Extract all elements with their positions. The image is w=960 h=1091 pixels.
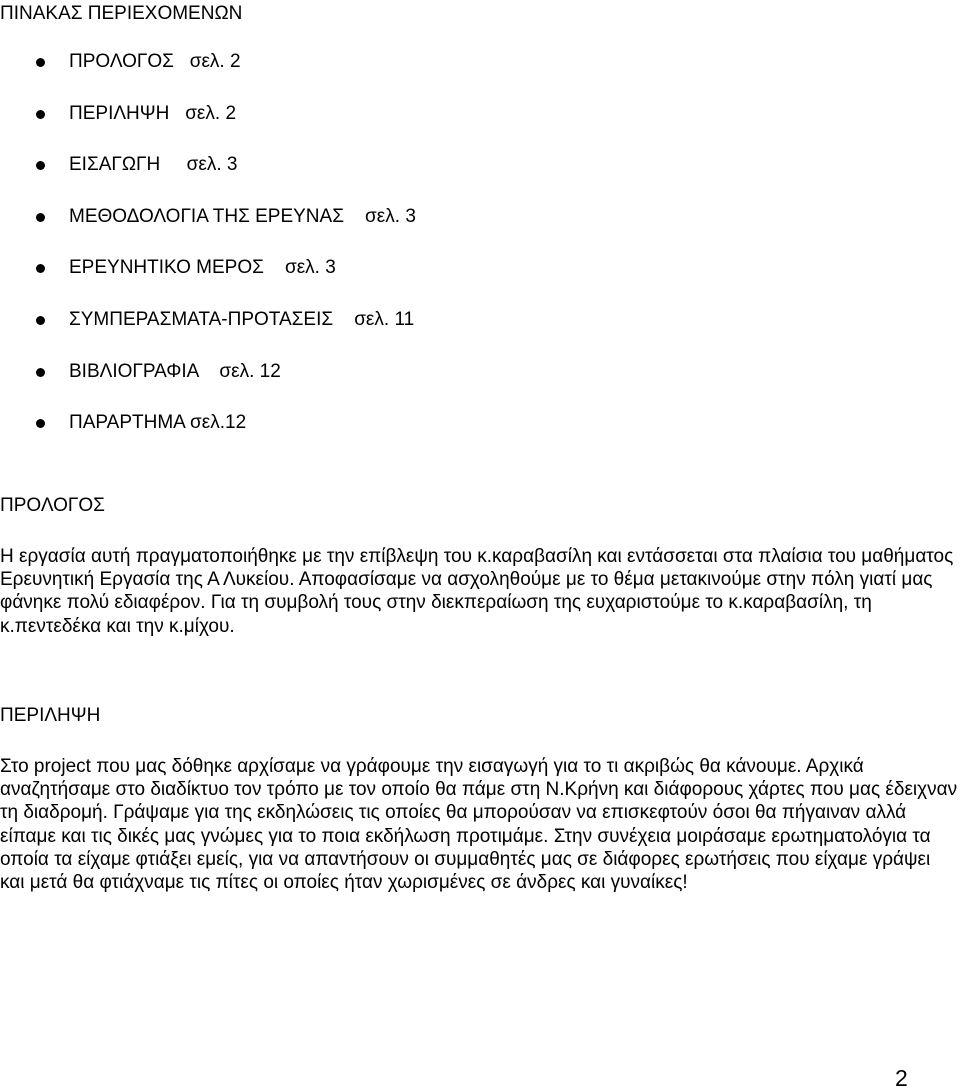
bullet-icon (36, 316, 45, 325)
bullet-icon (36, 58, 45, 67)
toc-item-label: ΣΥΜΠΕΡΑΣΜΑΤΑ-ΠΡΟΤΑΣΕΙΣ σελ. 11 (69, 308, 415, 330)
toc-item-label: ΒΙΒΛΙΟΓΡΑΦΙΑ σελ. 12 (69, 360, 281, 382)
summary-heading: ΠΕΡΙΛΗΨΗ (0, 705, 101, 726)
bullet-icon (36, 264, 45, 273)
toc-item-label: ΕΡΕΥΝΗΤΙΚΟ ΜΕΡΟΣ σελ. 3 (69, 257, 336, 279)
bullet-icon (36, 368, 45, 377)
toc-item-label: ΕΙΣΑΓΩΓΗ σελ. 3 (69, 154, 238, 176)
bullet-icon (36, 110, 45, 119)
prologue-heading: ΠΡΟΛΟΓΟΣ (0, 495, 105, 516)
prologue-paragraph: Η εργασία αυτή πραγματοποιήθηκε με την επίβλεψη του κ.καραβασίλη και εντάσσεται στα πλαίσια του μαθήματος Ερευνητική Εργασία της Α Λυκείου. Αποφασίσαμε να ασχοληθούμε με το θέμα μετακινούμε στην πόλη γιατί μας φάνηκε πολύ εδιαφέρον. Για τη συμβολή τους στην διεκπεραίωση της ευχαριστούμε το κ.καραβασίλη, τη κ.πεντεδέκα και την κ.μίχου. (0, 546, 954, 637)
toc-item-label: ΜΕΘΟΔΟΛΟΓΙΑ ΤΗΣ ΕΡΕΥΝΑΣ σελ. 3 (69, 205, 416, 227)
toc-item-label: ΠΡΟΛΟΓΟΣ σελ. 2 (69, 51, 241, 72)
toc-item-label: ΠΕΡΙΛΗΨΗ σελ. 2 (69, 102, 237, 124)
bullet-icon (36, 213, 45, 222)
summary-paragraph: Στο project που μας δόθηκε αρχίσαμε να γράφουμε την εισαγωγή για το τι ακριβώς θα κάνουμε. Αρχικά αναζητήσαμε στο διαδίκτυο τον τρόπο με τον οποίο θα πάμε στη Ν.Κρήνη και διάφορους χάρτες που μας έδειχναν τη διαδρομή. Γράψαμε για της εκδηλώσεις τις οποίες θα μπορούσαν να επισκεφτούν όσοι θα πήγαιναν αλλά είπαμε και τις δικές μας γνώμες για το ποια εκδήλωση προτιμάμε. Στην συνέχεια μοιράσαμε ερωτηματολόγια τα οποία τα είχαμε φτιάξει εμείς, για να απαντήσουν οι συμμαθητές μας σε διάφορες ερωτήσεις που είχαμε γράψει και μετά θα φτιάχναμε τις πίτες οι οποίες ήταν χωρισμένες σε άνδρες και γυναίκες! (0, 756, 958, 894)
page-number: 2 (895, 1065, 908, 1091)
toc-item-label: ΠΑΡΑΡΤΗΜΑ σελ.12 (69, 412, 247, 434)
bullet-icon (36, 161, 45, 170)
bullet-icon (36, 419, 45, 428)
toc-title: ΠΙΝΑΚΑΣ ΠΕΡΙΕΧΟΜΕΝΩΝ (0, 3, 243, 24)
